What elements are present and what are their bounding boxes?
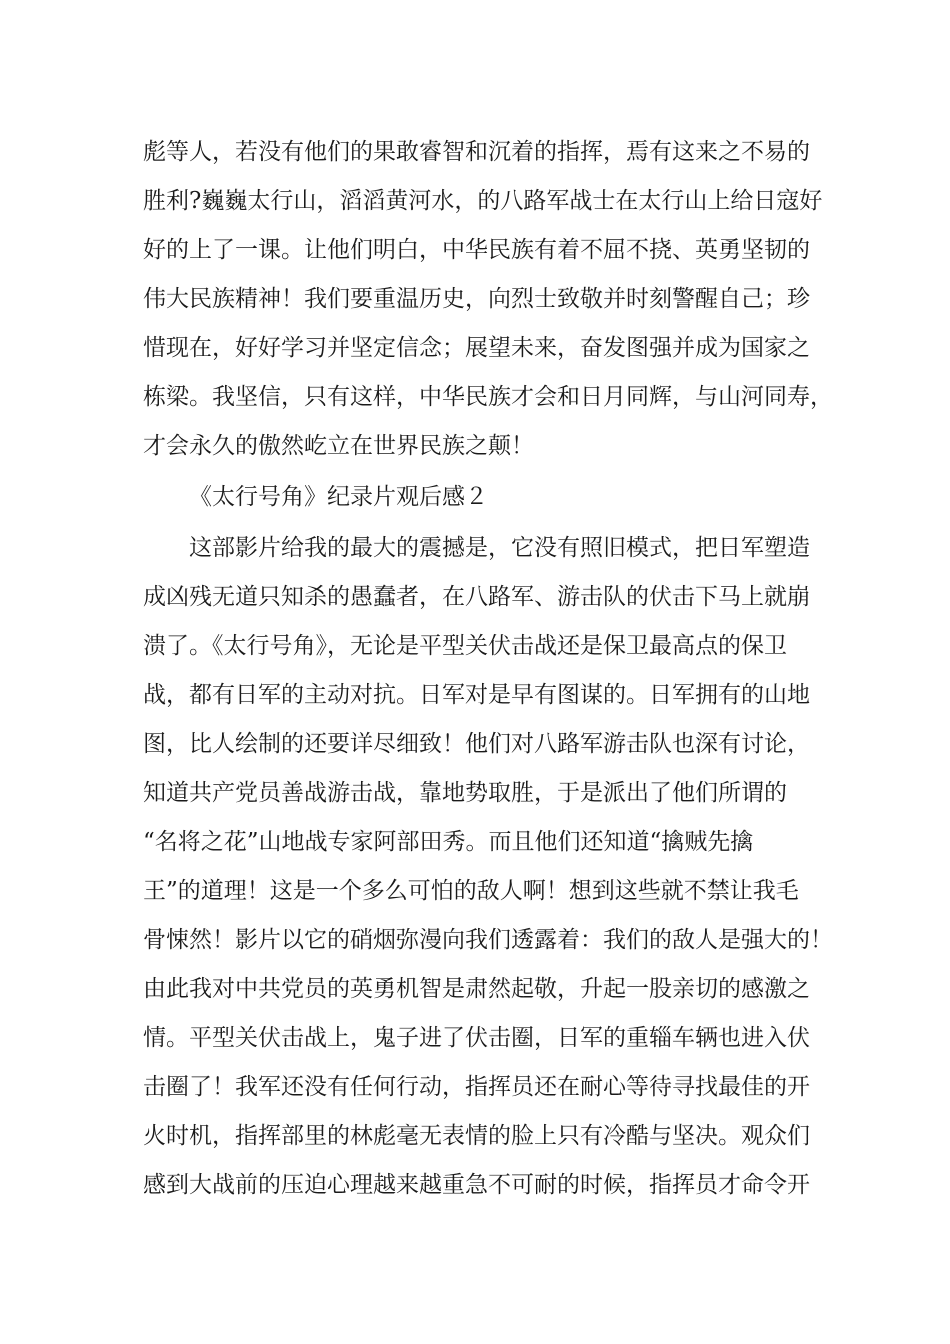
text-line: 胜利?巍巍太行山，滔滔黄河水，的八路军战士在太行山上给日寇好 [143,188,823,214]
text-line: “名将之花”山地战专家阿部田秀。而且他们还知道“擒贼先擒 [143,829,754,855]
section-heading: 《太行号角》纪录片观后感２ [189,484,488,510]
text-line: 战，都有日军的主动对抗。日军对是早有图谋的。日军拥有的山地 [143,682,810,708]
text-line: 这部影片给我的最大的震撼是，它没有照旧模式，把日军塑造 [189,535,810,561]
text-line: 知道共产党员善战游击战，靠地势取胜，于是派出了他们所谓的 [143,780,787,806]
text-line: 成凶残无道只知杀的愚蠢者，在八路军、游击队的伏击下马上就崩 [143,584,810,610]
text-line: 才会永久的傲然屹立在世界民族之颠！ [143,433,534,459]
text-line: 惜现在，好好学习并坚定信念；展望未来，奋发图强并成为国家之 [143,335,810,361]
text-line: 王”的道理！这是一个多么可怕的敌人啊！想到这些就不禁让我毛 [143,878,799,904]
text-line: 图，比人绘制的还要详尽细致！他们对八路军游击队也深有讨论， [143,731,810,757]
text-line: 感到大战前的压迫心理越来越重急不可耐的时候，指挥员才命令开 [143,1172,810,1198]
text-line: 栋梁。我坚信，只有这样，中华民族才会和日月同辉，与山河同寿， [143,384,833,410]
text-line: 击圈了！我军还没有任何行动，指挥员还在耐心等待寻找最佳的开 [143,1074,810,1100]
text-line: 骨悚然！影片以它的硝烟弥漫向我们透露着：我们的敌人是强大的！ [143,927,833,953]
text-line: 情。平型关伏击战上，鬼子进了伏击圈，日军的重辎车辆也进入伏 [143,1025,810,1051]
text-line: 火时机，指挥部里的林彪毫无表情的脸上只有冷酷与坚决。观众们 [143,1123,810,1149]
text-line: 由此我对中共党员的英勇机智是肃然起敬，升起一股亲切的感激之 [143,976,810,1002]
text-line: 溃了。《太行号角》，无论是平型关伏击战还是保卫最高点的保卫 [143,633,787,659]
text-line: 彪等人，若没有他们的果敢睿智和沉着的指挥，焉有这来之不易的 [143,139,810,165]
text-line: 伟大民族精神！我们要重温历史，向烈士致敬并时刻警醒自己；珍 [143,286,810,312]
text-line: 好的上了一课。让他们明白，中华民族有着不屈不挠、英勇坚韧的 [143,237,810,263]
